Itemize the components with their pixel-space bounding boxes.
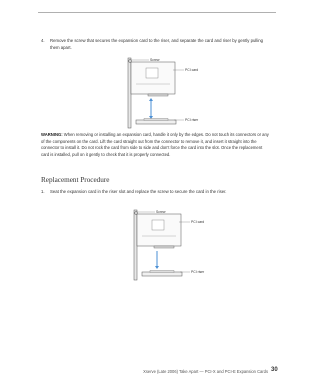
step-text: Remove the screw that secures the expansion card to the riser, and separate the card and riser by gently pulling them apart. <box>50 38 264 50</box>
page-footer: Xserve (Late 2006) Take Apart — PCI-X and PCI-E Expansion Cards <box>143 369 268 374</box>
figure-card-installation <box>124 206 206 284</box>
screw-label: Screw <box>150 58 160 63</box>
screw-label: Screw <box>156 210 166 215</box>
top-rule <box>38 12 276 13</box>
figure-card-removal <box>118 54 200 132</box>
card-chip <box>152 220 164 230</box>
step-number: 4. <box>41 38 45 43</box>
page-number: 30 <box>271 367 278 373</box>
card-edge-connector <box>154 246 174 248</box>
step-number: 1. <box>41 189 45 194</box>
pci-card-label: PCI card <box>185 68 199 73</box>
warning-text: When removing or installing an expansion card, handle it only by the edges. Do not touch its connectors or any of the components on the card. Lift the card straight out from the connector to remove it, and insert it straight into the connector to install it. Do not rock the card from side to side and don't force the card into the slot. Once the replacement card is installed, pull on it gently to check that it is properly connected. <box>41 132 269 158</box>
card-chip <box>146 68 158 78</box>
pci-card-label: PCI card <box>191 220 205 225</box>
card-edge-connector <box>148 94 168 96</box>
warning-label: WARNING: <box>41 132 63 137</box>
card-bracket <box>128 58 131 128</box>
card-bracket <box>134 210 137 280</box>
pci-riser-label: PCI riser <box>185 118 199 123</box>
warning-paragraph <box>41 132 269 159</box>
step-text: Seat the expansion card in the riser slot and replace the screw to secure the card in the riser. <box>50 189 227 194</box>
section-heading: Replacement Procedure <box>41 176 110 184</box>
pci-riser-label: PCI riser <box>191 270 205 275</box>
